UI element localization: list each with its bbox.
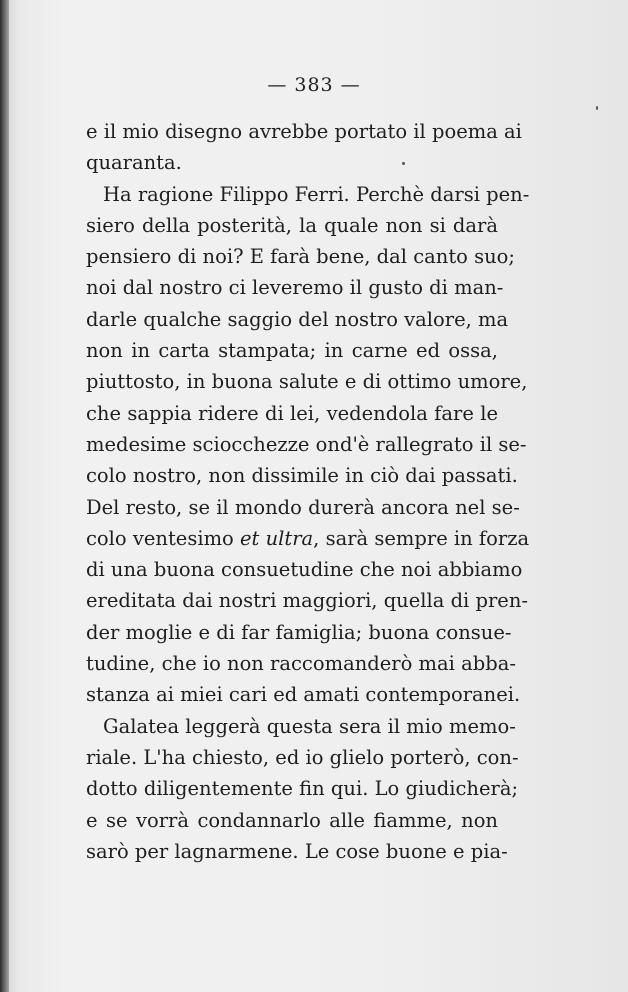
page-number: — 383 — <box>267 74 361 96</box>
text-line: dotto diligentemente fin qui. Lo giudicherà; <box>86 777 519 801</box>
body-text <box>86 116 530 867</box>
paper-speck <box>402 162 405 165</box>
text-line: piuttosto, in buona salute e di ottimo umore, <box>86 370 528 394</box>
text-line: medesime sciocchezze ond'è rallegrato il se- <box>86 432 527 456</box>
text-line: noi dal nostro ci leveremo il gusto di man- <box>86 276 504 300</box>
text-line: che sappia ridere di lei, vedendola fare le <box>86 401 498 425</box>
text-line: quaranta. <box>86 151 182 175</box>
text-line: sarò per lagnarmene. Le cose buone e pia- <box>86 839 508 863</box>
italic-phrase: et ultra <box>240 526 314 550</box>
page-binding-edge <box>0 0 9 992</box>
text-line: Del resto, se il mondo durerà ancora nel se- <box>86 495 520 519</box>
paper-speck <box>596 106 598 110</box>
text-line: ereditata dai nostri maggiori, quella di pren- <box>86 589 528 613</box>
text-line: tudine, che io non raccomanderò mai abba- <box>86 652 516 676</box>
text-line: siero della posterità, la quale non si darà <box>86 213 498 237</box>
text-line: pensiero di noi? E farà bene, dal canto suo; <box>86 245 515 269</box>
text-line: colo ventesimo et ultra, sarà sempre in forza <box>86 526 530 550</box>
text-line: der moglie e di far famiglia; buona consue- <box>86 620 512 644</box>
text-line: riale. L'ha chiesto, ed io glielo porterò, con- <box>86 745 519 769</box>
text-line: e se vorrà condannarlo alle fiamme, non <box>86 808 498 832</box>
text-line: stanza ai miei cari ed amati contemporanei. <box>86 683 521 707</box>
text-line: di una buona consuetudine che noi abbiamo <box>86 558 523 582</box>
text-line: Galatea leggerà questa sera il mio memo- <box>103 714 516 738</box>
text-line: darle qualche saggio del nostro valore, ma <box>86 307 509 331</box>
text-line: non in carta stampata; in carne ed ossa, <box>86 339 498 363</box>
text-line: e il mio disegno avrebbe portato il poema ai <box>86 120 522 143</box>
text-line: Ha ragione Filippo Ferri. Perchè darsi pen- <box>103 182 530 206</box>
text-line: colo nostro, non dissimile in ciò dai passati. <box>86 464 518 488</box>
